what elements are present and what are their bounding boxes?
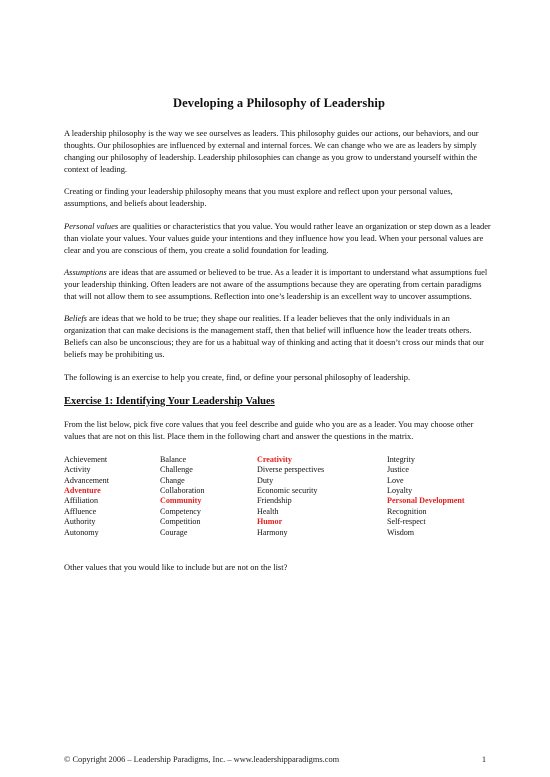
beliefs-paragraph (64, 312, 494, 360)
value-item: Justice (387, 465, 410, 475)
personal-values-term: Personal values (64, 220, 119, 231)
page-footer (64, 755, 486, 765)
footer-copyright: © Copyright 2006 – Leadership Paradigms, Inc. – www.leadershipparadigms.com (64, 755, 340, 764)
value-item: Creativity (257, 454, 292, 464)
value-item: Self-respect (387, 517, 426, 527)
value-item: Authority (64, 517, 96, 527)
value-item: Balance (160, 454, 187, 464)
value-item: Health (257, 506, 279, 516)
value-item: Affluence (64, 506, 97, 516)
value-item: Autonomy (64, 527, 99, 537)
value-item: Challenge (160, 465, 193, 475)
assumptions-text: are ideas that are assumed or believed to be true. As a leader it is important to understand what assumptions fuel your leadership thinking. Often leaders are not aware of the assumptions because they are operating from certain paradigms that will not allow them to see assumptions. Reflection into one’s leadership is an excellent way to uncover assumptions. (64, 266, 488, 302)
value-item: Collaboration (160, 486, 205, 495)
creating-paragraph: Creating or finding your leadership philosophy means that you must explore and reflect upon your personal values, assumptions, and beliefs about leadership. (64, 186, 453, 209)
value-item: Harmony (257, 527, 288, 537)
page-title: Developing a Philosophy of Leadership (172, 96, 386, 110)
value-item: Economic security (257, 486, 318, 495)
beliefs-text: are ideas that we hold to be true; they shape our realities. If a leader believes that the only individuals in an organization that can make decisions is the management staff, then that belief will influence how the leader treats others. Beliefs can also be unconscious; they are for us a habitual way of thinking and acting that it doesn’t cross our minds that our beliefs may be prohibiting us. (64, 313, 484, 360)
exercise-intro-paragraph: The following is an exercise to help you create, find, or define your personal philosophy of leadership. (64, 371, 411, 382)
other-values-prompt: Other values that you would like to include but are not on the list? (64, 562, 288, 573)
value-item: Achievement (64, 454, 108, 464)
value-item: Adventure (64, 486, 101, 495)
personal-values-paragraph (64, 220, 494, 256)
document-page (64, 96, 494, 583)
exercise-heading: Exercise 1: Identifying Your Leadership Values (64, 395, 275, 407)
value-item: Duty (257, 475, 274, 485)
value-item: Recognition (387, 506, 427, 516)
intro-paragraph: A leadership philosophy is the way we see ourselves as leaders. This philosophy guides our actions, our behaviors, and our thoughts. Our philosophies are influenced by external and internal forces. We can change who we are as leaders by simply changing our philosophy of leadership. Leadership philosophies can change as you grow to understand yourself within the context of leading. (64, 128, 479, 175)
value-item: Change (160, 475, 185, 485)
assumptions-paragraph (64, 266, 494, 302)
value-item: Community (160, 496, 202, 506)
value-item: Integrity (387, 454, 415, 464)
values-list (64, 455, 494, 538)
value-item: Wisdom (387, 527, 415, 537)
value-item: Competition (160, 517, 201, 527)
value-item: Loyalty (387, 486, 413, 495)
value-item: Friendship (257, 496, 292, 506)
value-item: Advancement (64, 475, 109, 485)
value-item: Love (387, 475, 404, 485)
value-item: Competency (160, 506, 201, 516)
value-item: Diverse perspectives (257, 465, 325, 475)
value-item: Affiliation (64, 496, 99, 506)
footer-page-number: 1 (481, 755, 486, 764)
value-item: Humor (257, 517, 283, 527)
assumptions-term: Assumptions (64, 266, 107, 277)
personal-values-text: are qualities or characteristics that you value. You would rather leave an organization or step down as a leader than violate your values. Your values guide your intentions and they influence how you lead. When your personal values are clear and you are conscious of them, you create a solid foundation for leading. (64, 220, 491, 255)
beliefs-term: Beliefs (64, 313, 87, 324)
value-item: Personal Development (387, 496, 465, 506)
exercise-instructions: From the list below, pick five core values that you feel describe and guide who you are as a leader. You may choose other values that are not on this list. Place them in the following chart and answer the questions in the matrix. (64, 418, 474, 441)
value-item: Activity (64, 465, 91, 475)
value-item: Courage (160, 527, 188, 537)
